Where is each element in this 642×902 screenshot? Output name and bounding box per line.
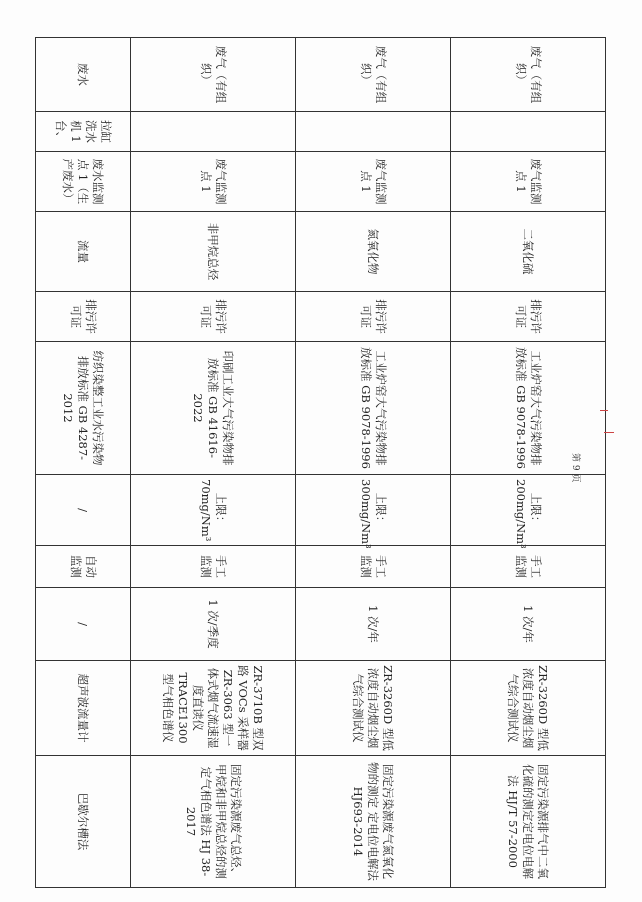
pollutant-cell: 氮氧化物 (296, 212, 451, 292)
scan-mark (600, 410, 608, 411)
scan-mark (604, 432, 614, 433)
method-cell: 手工监测 (131, 546, 296, 588)
limit-cell: 上限：200mg/Nm³ (451, 475, 606, 546)
analysis-method-cell: 固定污染源排气中二氧化硫的测定定电位电解法 HJ/T 57-2000 (451, 756, 606, 888)
outlet-cell (296, 112, 451, 152)
standard-cell: 工业炉窑大气污染物排放标准 GB 9078-1996 (451, 342, 606, 475)
standard-cell: 纺织染整工业水污染物排放标准 GB 4287-2012 (36, 342, 131, 475)
frequency-cell: 1 次/季度 (131, 588, 296, 661)
monitoring-table-rotated (36, 37, 606, 887)
instrument-cell: ZR-3260D 型低浓度自动烟尘烟气综合测试仪 (451, 661, 606, 756)
outlet-cell: 拉缸洗水机 1 台、 (36, 112, 131, 152)
analysis-method-cell: 固定污染源废气氮氧化物的测定 定电位电解法 HJ693-2014 (296, 756, 451, 888)
instrument-cell: 超声波流量计 (36, 661, 131, 756)
frequency-cell: 1 次/年 (451, 588, 606, 661)
pollutant-cell: 二氧化硫 (451, 212, 606, 292)
frequency-cell: 1 次/年 (296, 588, 451, 661)
limit-cell: 上限：300mg/Nm³ (296, 475, 451, 546)
standard-cell: 工业炉窑大气污染物排放标准 GB 9078-1996 (296, 342, 451, 475)
basis-cell: 排污许可证 (451, 292, 606, 342)
monitoring-table (35, 37, 606, 888)
table-row (131, 38, 296, 888)
method-cell: 手工监测 (296, 546, 451, 588)
limit-cell: / (36, 475, 131, 546)
outlet-cell (451, 112, 606, 152)
pollutant-cell: 非甲烷总烃 (131, 212, 296, 292)
category-cell: 废气（有组织） (451, 38, 606, 112)
monitoring-point-cell: 废气监测点 1 (131, 152, 296, 212)
basis-cell: 排污许可证 (131, 292, 296, 342)
basis-cell: 排污许可证 (296, 292, 451, 342)
analysis-method-cell: 固定污染源废气总烃、甲烷和非甲烷总烃的测定气相色谱法 HJ 38-2017 (131, 756, 296, 888)
page-number: 第 9 页 (570, 453, 580, 483)
instrument-cell: ZR-3260D 型低浓度自动烟尘烟气综合测试仪 (296, 661, 451, 756)
outlet-cell (131, 112, 296, 152)
instrument-cell: ZR-3710B 型双路 VOCs 采样器 ZR-3063 型一体式烟气流速湿度直读仪 TRACE1300 型气相色谱仪 (131, 661, 296, 756)
category-cell: 废气（有组织） (131, 38, 296, 112)
monitoring-point-cell: 废气监测点 1 (451, 152, 606, 212)
table-row (296, 38, 451, 888)
frequency-cell: / (36, 588, 131, 661)
category-cell: 废水 (36, 38, 131, 112)
limit-cell: 上限：70mg/Nm³ (131, 475, 296, 546)
pollutant-cell: 流量 (36, 212, 131, 292)
standard-cell: 印刷工业大气污染物排放标准 GB 41616-2022 (131, 342, 296, 475)
table-row (36, 38, 131, 888)
analysis-method-cell: 巴歇尔槽法 (36, 756, 131, 888)
method-cell: 手工监测 (451, 546, 606, 588)
monitoring-point-cell: 废气监测点 1 (296, 152, 451, 212)
category-cell: 废气（有组织） (296, 38, 451, 112)
method-cell: 自动监测 (36, 546, 131, 588)
basis-cell: 排污许可证 (36, 292, 131, 342)
monitoring-point-cell: 废水监测点 1（生产废水） (36, 152, 131, 212)
